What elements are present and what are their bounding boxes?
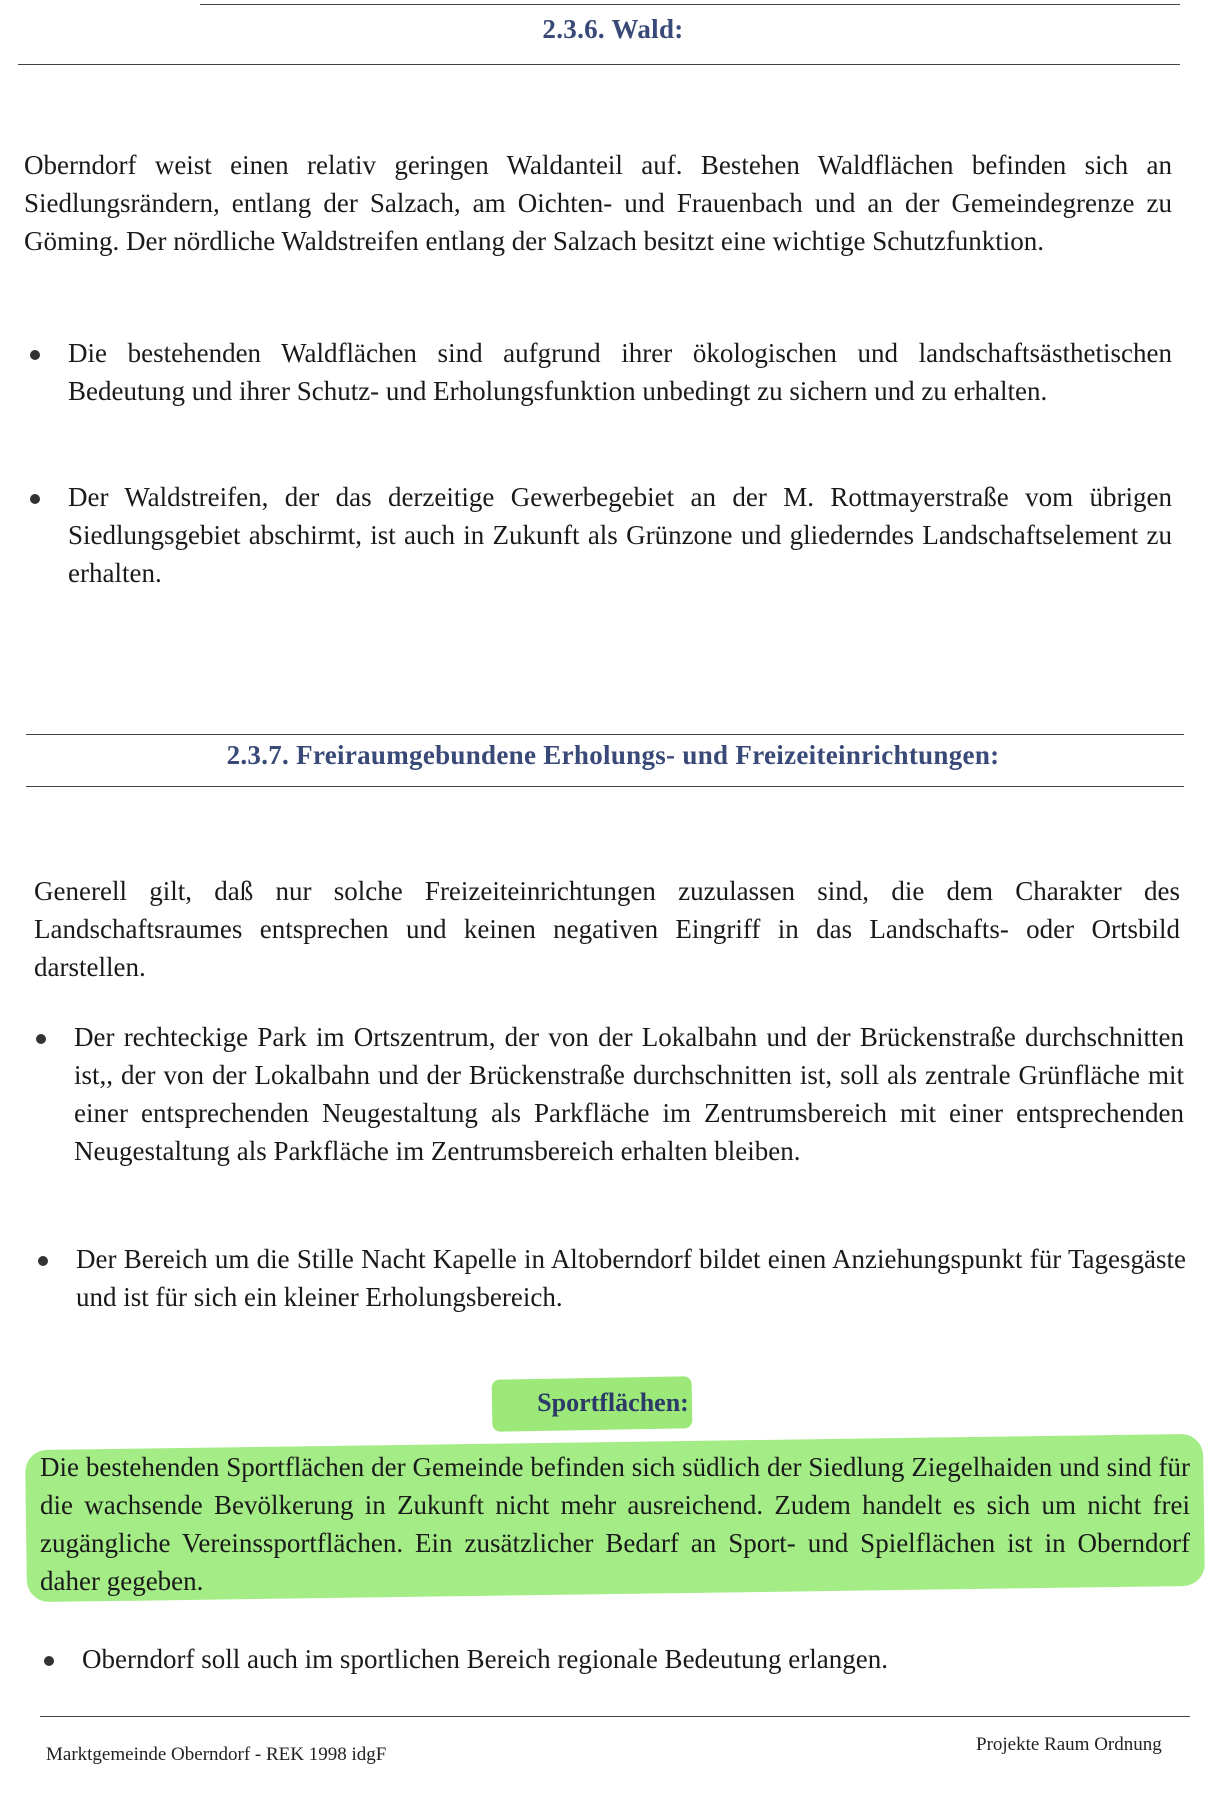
- list-item-text: Der Waldstreifen, der das derzeitige Gewerbegebiet an der M. Rottmayerstraße vom übrigen Siedlungsgebiet abschirmt, ist auch in Zukunft als Grünzone und gliederndes Landschaftselement zu erhalten.: [68, 482, 1172, 588]
- footer-left: Marktgemeinde Oberndorf - REK 1998 idgF: [46, 1744, 387, 1765]
- bullet-icon: [44, 1656, 54, 1666]
- wald-intro-paragraph: Oberndorf weist einen relativ geringen Waldanteil auf. Bestehen Waldflächen befinden sich an Siedlungsrändern, entlang der Salzach, am Oichten- und Frauenbach und an der Gemeindegrenze zu Göming. Der nördliche Waldstreifen entlang der Salzach besitzt eine wichtige Schutzfunktion.: [24, 150, 1172, 256]
- heading-underline-freiraum: [26, 786, 1184, 787]
- bullet-icon: [30, 494, 40, 504]
- freiraum-intro-paragraph: Generell gilt, daß nur solche Freizeiteinrichtungen zuzulassen sind, die dem Charakter des Landschaftsraumes entsprechen und keinen negativen Eingriff in das Landschafts- oder Ortsbild darstellen.: [34, 876, 1180, 982]
- top-rule: [200, 4, 1180, 5]
- list-item-text: Der Bereich um die Stille Nacht Kapelle in Altoberndorf bildet einen Anziehungspunkt für Tagesgäste und ist für sich ein kleiner Erholungsbereich.: [76, 1244, 1186, 1312]
- bullet-icon: [30, 350, 40, 360]
- footer-rule: [40, 1716, 1190, 1717]
- bullet-icon: [36, 1034, 46, 1044]
- list-item: [38, 1240, 1186, 1316]
- list-item-text: Der rechteckige Park im Ortszentrum, der von der Lokalbahn und der Brückenstraße durchschnitten ist,, der von der Lokalbahn und der Brückenstraße durchschnitten ist, soll als zentrale Grünfläche mit einer entsprechenden Neugestaltung als Parkfläche im Zentrumsbereich mit einer entsprechenden Neugestaltung als Parkfläche im Zentrumsbereich erhalten bleiben.: [74, 1022, 1184, 1166]
- section-heading-wald: 2.3.6. Wald:: [542, 14, 684, 44]
- heading-underline-wald: [18, 64, 1180, 65]
- list-item: [36, 1018, 1184, 1170]
- list-item-text: Die bestehenden Waldflächen sind aufgrund ihrer ökologischen und landschaftsästhetischen Bedeutung und ihrer Schutz- und Erholungsfunktion unbedingt zu sichern und zu erhalten.: [68, 338, 1172, 406]
- section-heading-freiraum: 2.3.7. Freiraumgebundene Erholungs- und Freizeiteinrichtungen:: [226, 740, 1000, 770]
- list-item: [30, 478, 1172, 592]
- list-item: [30, 334, 1172, 410]
- footer-right: Projekte Raum Ordnung: [976, 1734, 1162, 1755]
- bullet-icon: [38, 1256, 48, 1266]
- list-item-text: Oberndorf soll auch im sportlichen Bereich regionale Bedeutung erlangen.: [82, 1644, 888, 1674]
- heading-overline-freiraum: [26, 734, 1184, 735]
- sport-paragraph: Die bestehenden Sportflächen der Gemeinde befinden sich südlich der Siedlung Ziegelhaiden und sind für die wachsende Bevölkerung in Zukunft nicht mehr ausreichend. Zudem handelt es sich um nicht frei zugängliche Vereinssportflächen. Ein zusätzlicher Bedarf an Sport- und Spielflächen ist in Oberndorf daher gegeben.: [40, 1452, 1190, 1596]
- sport-heading: Sportflächen:: [537, 1388, 689, 1417]
- list-item: [44, 1640, 1184, 1678]
